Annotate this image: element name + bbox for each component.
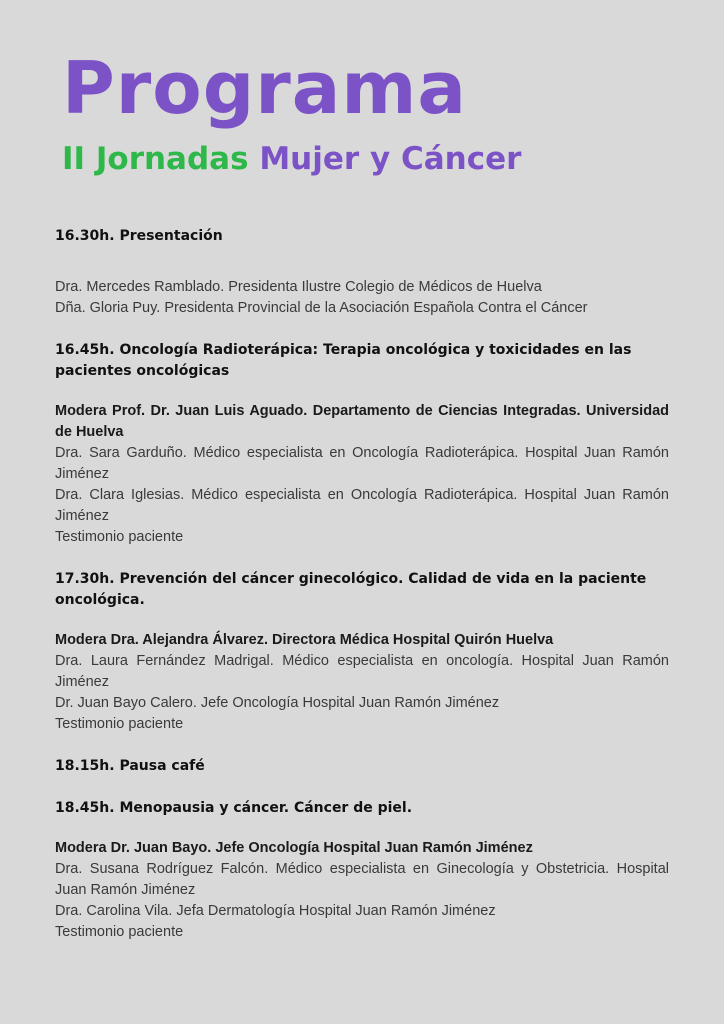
speaker-line: Dra. Susana Rodríguez Falcón. Médico especialista en Ginecología y Obstetricia. Hospital Juan Ramón Jiménez — [55, 861, 669, 898]
moderator-line: Modera Dr. Juan Bayo. Jefe Oncología Hospital Juan Ramón Jiménez — [55, 840, 533, 856]
page-subtitle — [62, 142, 521, 176]
program-section-oncologia — [55, 340, 669, 548]
section-heading: 16.30h. Presentación — [55, 228, 223, 244]
moderator-line: Modera Prof. Dr. Juan Luis Aguado. Departamento de Ciencias Integradas. Universidad de Huelva — [55, 403, 669, 440]
speaker-line: Dra. Clara Iglesias. Médico especialista en Oncología Radioterápica. Hospital Juan Ramón Jiménez — [55, 487, 669, 524]
testimony-line: Testimonio paciente — [55, 529, 184, 545]
subtitle-part-purple: Mujer y Cáncer — [259, 141, 522, 177]
testimony-line: Testimonio paciente — [55, 924, 184, 940]
section-heading: 18.45h. Menopausia y cáncer. Cáncer de piel. — [55, 800, 413, 816]
section-heading: 16.45h. Oncología Radioterápica: Terapia oncológica y toxicidades en las pacientes oncológicas — [55, 342, 632, 379]
page-title: Programa — [62, 46, 467, 130]
speaker-line: Dra. Carolina Vila. Jefa Dermatología Hospital Juan Ramón Jiménez — [55, 903, 496, 919]
speaker-line: Dra. Laura Fernández Madrigal. Médico especialista en oncología. Hospital Juan Ramón Jiménez — [55, 653, 669, 690]
program-section-pausa — [55, 756, 669, 777]
speaker-line: Dña. Gloria Puy. Presidenta Provincial de la Asociación Española Contra el Cáncer — [55, 300, 588, 316]
section-heading: 17.30h. Prevención del cáncer ginecológico. Calidad de vida en la paciente oncológica. — [55, 571, 647, 608]
subtitle-part-green: II Jornadas — [62, 141, 249, 177]
moderator-line: Modera Dra. Alejandra Álvarez. Directora Médica Hospital Quirón Huelva — [55, 632, 554, 648]
program-section-menopausia — [55, 798, 669, 943]
section-heading: 18.15h. Pausa café — [55, 758, 205, 774]
program-content — [55, 226, 669, 943]
speaker-line: Dra. Mercedes Ramblado. Presidenta Ilustre Colegio de Médicos de Huelva — [55, 279, 542, 295]
speaker-line: Dr. Juan Bayo Calero. Jefe Oncología Hospital Juan Ramón Jiménez — [55, 695, 500, 711]
testimony-line: Testimonio paciente — [55, 716, 184, 732]
speaker-line: Dra. Sara Garduño. Médico especialista en Oncología Radioterápica. Hospital Juan Ramón Jiménez — [55, 445, 669, 482]
program-section-presentation — [55, 226, 669, 319]
program-section-prevencion — [55, 569, 669, 735]
